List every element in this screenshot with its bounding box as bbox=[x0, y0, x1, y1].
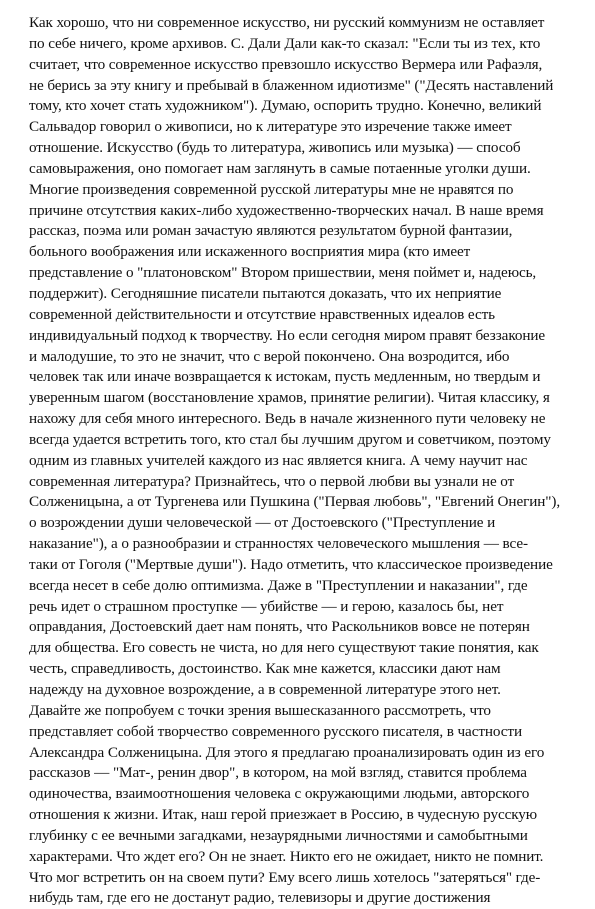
text-line-35: представляет собой творчество современного русского писателя, в частности bbox=[29, 722, 522, 740]
text-line-2: по себе ничего, кроме архивов. С. Дали Дали как-то сказал: "Если ты из тех, кто bbox=[29, 34, 541, 52]
text-line-21: всегда удается встретить того, кто стал бы лучшим другом и советчиком, поэтому bbox=[29, 430, 551, 448]
text-line-40: глубинку с ее вечными загадками, незаурядными личностями и самобытными bbox=[29, 826, 528, 844]
text-line-22: одним из главных учителей каждого из нас является книга. А чему научит нас bbox=[29, 451, 528, 469]
text-line-9: Многие произведения современной русской литературы мне не нравятся по bbox=[29, 180, 514, 198]
text-line-15: современной действительности и отсутствие нравственных идеалов есть bbox=[29, 305, 495, 323]
text-line-29: речь идет о страшном проступке — убийстве — и герою, казалось бы, нет bbox=[29, 597, 504, 615]
text-line-13: представление о "платоновском" Втором пришествии, меня поймет и, надеюсь, bbox=[29, 264, 537, 282]
text-line-31: для общества. Его совесть не чиста, но для него существуют такие понятия, как bbox=[29, 639, 539, 657]
text-line-26: наказание"), а о разнообразии и странностях человеческого мышления — все- bbox=[29, 535, 528, 553]
text-line-43: нибудь там, где его не достанут радио, телевизоры и другие достижения bbox=[29, 889, 491, 907]
text-line-1: Как хорошо, что ни современное искусство, ни русский коммунизм не оставляет bbox=[29, 14, 545, 31]
text-line-6: Сальвадор говорил о живописи, но к литературе это изречение также имеет bbox=[29, 118, 512, 136]
text-line-8: самовыражения, оно помогает нам заглянуть в самые потаенные уголки души. bbox=[29, 159, 531, 177]
text-line-25: о возрождении души человеческой — от Достоевского ("Преступление и bbox=[29, 514, 496, 532]
text-line-20: нахожу для себя много интересного. Ведь в начале жизненного пути человеку не bbox=[29, 410, 546, 428]
body-text bbox=[29, 13, 579, 909]
text-line-38: одиночества, взаимоотношения человека с окружающими людьми, авторского bbox=[29, 785, 530, 803]
text-line-37: рассказов — "Мат-, ренин двор", в котором, на мой взгляд, ставится проблема bbox=[29, 764, 527, 782]
text-line-12: больного воображения или искаженного восприятия мира (кто имеет bbox=[29, 243, 471, 261]
text-line-27: таки от Гоголя ("Мертвые души"). Надо отметить, что классическое произведение bbox=[29, 555, 553, 573]
text-line-41: характерами. Что ждет его? Он не знает. Никто его не ожидает, никто не помнит. bbox=[29, 847, 544, 865]
text-line-4: не берись за эту книгу и пребывай в блаженном идиотизме" ("Десять наставлений bbox=[29, 76, 554, 94]
text-line-19: уверенным шагом (восстановление храмов, принятие религии). Читая классику, я bbox=[29, 389, 550, 407]
text-line-34: Давайте же попробуем с точки зрения вышесказанного рассмотреть, что bbox=[29, 701, 491, 719]
text-line-32: честь, справедливость, достоинство. Как мне кажется, классики дают нам bbox=[29, 660, 501, 678]
text-line-33: надежду на духовное возрождение, а в современной литературе этого нет. bbox=[29, 681, 501, 698]
text-line-30: оправдания, Достоевский дает нам понять, что Раскольников вовсе не потерян bbox=[29, 618, 530, 636]
text-line-7: отношение. Искусство (будь то литература, живопись или музыка) — способ bbox=[29, 139, 521, 157]
text-line-10: причине отсутствия каких-либо художественно-творческих начал. В наше время bbox=[29, 201, 544, 219]
text-line-5: тому, кто хочет стать художником"). Думаю, оспорить трудно. Конечно, великий bbox=[29, 97, 542, 115]
text-line-36: Александра Солженицына. Для этого я предлагаю проанализировать один из его bbox=[29, 743, 545, 761]
text-line-3: считает, что современное искусство превзошло искусство Вермера или Рафаэля, bbox=[29, 55, 543, 73]
text-line-23: современная литература? Признайтесь, что о первой любви вы узнали не от bbox=[29, 472, 515, 490]
text-line-18: человек так или иначе возвращается к истокам, пусть медленным, но твердым и bbox=[29, 368, 541, 386]
text-line-16: индивидуальный подход к творчеству. Но если сегодня миром правят беззаконие bbox=[29, 326, 546, 344]
text-line-14: поддержит). Сегодняшние писатели пытаются доказать, что их неприятие bbox=[29, 284, 502, 302]
text-line-17: и малодушие, то это не значит, что с верой покончено. Она возродится, ибо bbox=[29, 347, 510, 365]
text-line-28: всегда несет в себе долю оптимизма. Даже в "Преступлении и наказании", где bbox=[29, 576, 528, 594]
text-line-11: рассказ, поэма или роман зачастую являются результатом бурной фантазии, bbox=[29, 222, 513, 240]
text-line-42: Что мог встретить он на своем пути? Ему всего лишь хотелось "затеряться" где- bbox=[29, 868, 541, 886]
text-line-39: отношения к жизни. Итак, наш герой приезжает в Россию, в чудесную русскую bbox=[29, 806, 538, 824]
text-line-24: Солженицына, а от Тургенева или Пушкина ("Первая любовь", "Евгений Онегин"), bbox=[29, 493, 561, 511]
